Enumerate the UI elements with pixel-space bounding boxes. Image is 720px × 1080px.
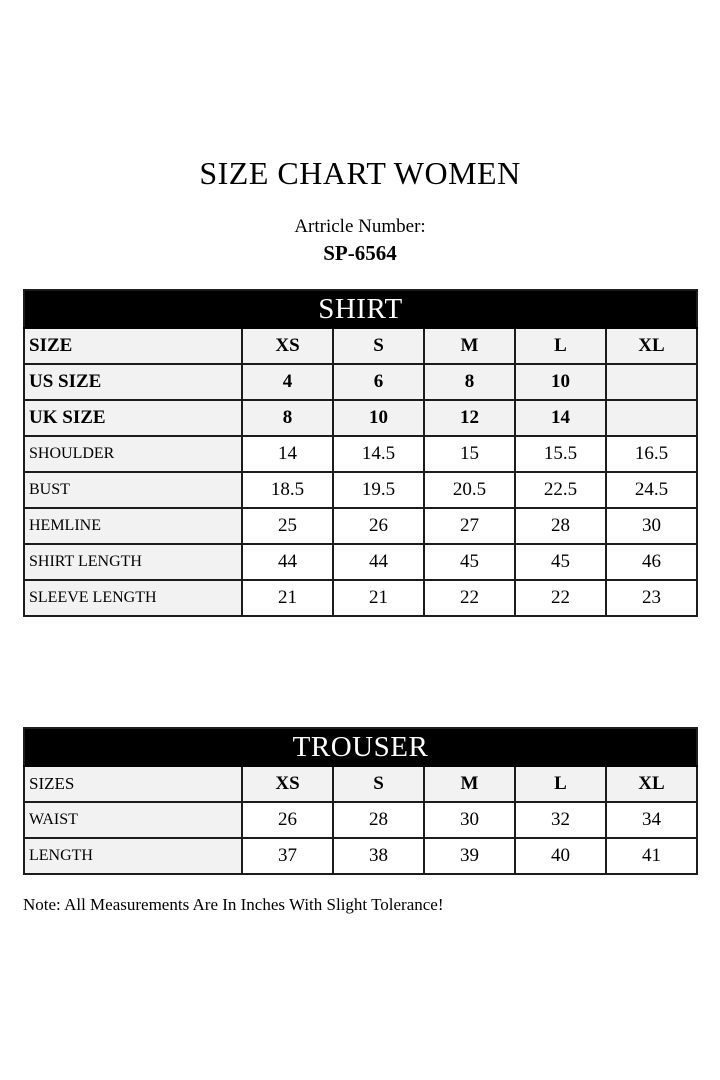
size-value-cell: 14.5 (333, 436, 424, 472)
size-row-label: SHOULDER (24, 436, 242, 472)
page-title: SIZE CHART WOMEN (199, 155, 521, 191)
size-value-cell: 26 (242, 802, 333, 838)
size-row-label: WAIST (24, 802, 242, 838)
size-value-cell (606, 400, 697, 436)
size-value-cell: 10 (333, 400, 424, 436)
shirt-table-banner: SHIRT (24, 290, 697, 328)
size-value-cell: 4 (242, 364, 333, 400)
size-row-label: US SIZE (24, 364, 242, 400)
table-row (24, 802, 697, 838)
size-value-cell: XS (242, 766, 333, 802)
size-value-cell: S (333, 328, 424, 364)
size-value-cell: 20.5 (424, 472, 515, 508)
size-row-label: UK SIZE (24, 400, 242, 436)
size-value-cell: 39 (424, 838, 515, 874)
size-value-cell: 15.5 (515, 436, 606, 472)
table-row (24, 472, 697, 508)
size-value-cell: 14 (242, 436, 333, 472)
size-value-cell: S (333, 766, 424, 802)
size-value-cell: 23 (606, 580, 697, 616)
size-value-cell: 22.5 (515, 472, 606, 508)
size-value-cell: XL (606, 766, 697, 802)
size-value-cell: 44 (242, 544, 333, 580)
size-value-cell: 6 (333, 364, 424, 400)
size-value-cell: 30 (424, 802, 515, 838)
size-value-cell: 22 (515, 580, 606, 616)
size-value-cell: XS (242, 328, 333, 364)
size-row-label: BUST (24, 472, 242, 508)
table-row (24, 544, 697, 580)
size-value-cell: XL (606, 328, 697, 364)
size-value-cell: 46 (606, 544, 697, 580)
size-value-cell: L (515, 328, 606, 364)
size-value-cell: 41 (606, 838, 697, 874)
size-value-cell: 24.5 (606, 472, 697, 508)
size-row-label: SHIRT LENGTH (24, 544, 242, 580)
size-value-cell: 40 (515, 838, 606, 874)
size-value-cell: 44 (333, 544, 424, 580)
size-value-cell: 18.5 (242, 472, 333, 508)
size-value-cell: 30 (606, 508, 697, 544)
size-value-cell: 14 (515, 400, 606, 436)
table-row (24, 508, 697, 544)
size-value-cell: 28 (515, 508, 606, 544)
size-value-cell: 16.5 (606, 436, 697, 472)
table-row (24, 364, 697, 400)
table-row (24, 838, 697, 874)
size-value-cell: 26 (333, 508, 424, 544)
article-number-label: Artricle Number: (294, 216, 426, 238)
size-value-cell: 21 (333, 580, 424, 616)
size-row-label: SLEEVE LENGTH (24, 580, 242, 616)
size-value-cell: L (515, 766, 606, 802)
table-row (24, 436, 697, 472)
size-value-cell: 45 (424, 544, 515, 580)
article-number-value: SP-6564 (323, 241, 397, 266)
trouser-table-banner: TROUSER (24, 728, 697, 766)
table-row (24, 580, 697, 616)
table-row (24, 766, 697, 802)
size-value-cell: M (424, 766, 515, 802)
size-value-cell: 22 (424, 580, 515, 616)
size-value-cell: 10 (515, 364, 606, 400)
size-value-cell: 34 (606, 802, 697, 838)
size-value-cell: 32 (515, 802, 606, 838)
table-row (24, 400, 697, 436)
size-value-cell: 37 (242, 838, 333, 874)
trouser-size-table (23, 727, 698, 875)
size-value-cell (606, 364, 697, 400)
size-value-cell: 21 (242, 580, 333, 616)
size-value-cell: 45 (515, 544, 606, 580)
size-value-cell: 25 (242, 508, 333, 544)
size-row-label: SIZE (24, 328, 242, 364)
size-value-cell: 27 (424, 508, 515, 544)
size-row-label: HEMLINE (24, 508, 242, 544)
size-row-label: SIZES (24, 766, 242, 802)
size-value-cell: 38 (333, 838, 424, 874)
size-value-cell: 8 (424, 364, 515, 400)
size-value-cell: 19.5 (333, 472, 424, 508)
size-row-label: LENGTH (24, 838, 242, 874)
size-value-cell: 12 (424, 400, 515, 436)
size-value-cell: 28 (333, 802, 424, 838)
size-value-cell: 15 (424, 436, 515, 472)
size-value-cell: M (424, 328, 515, 364)
shirt-size-table (23, 289, 698, 617)
size-value-cell: 8 (242, 400, 333, 436)
table-row (24, 328, 697, 364)
measurement-note: Note: All Measurements Are In Inches With Slight Tolerance! (23, 895, 444, 915)
